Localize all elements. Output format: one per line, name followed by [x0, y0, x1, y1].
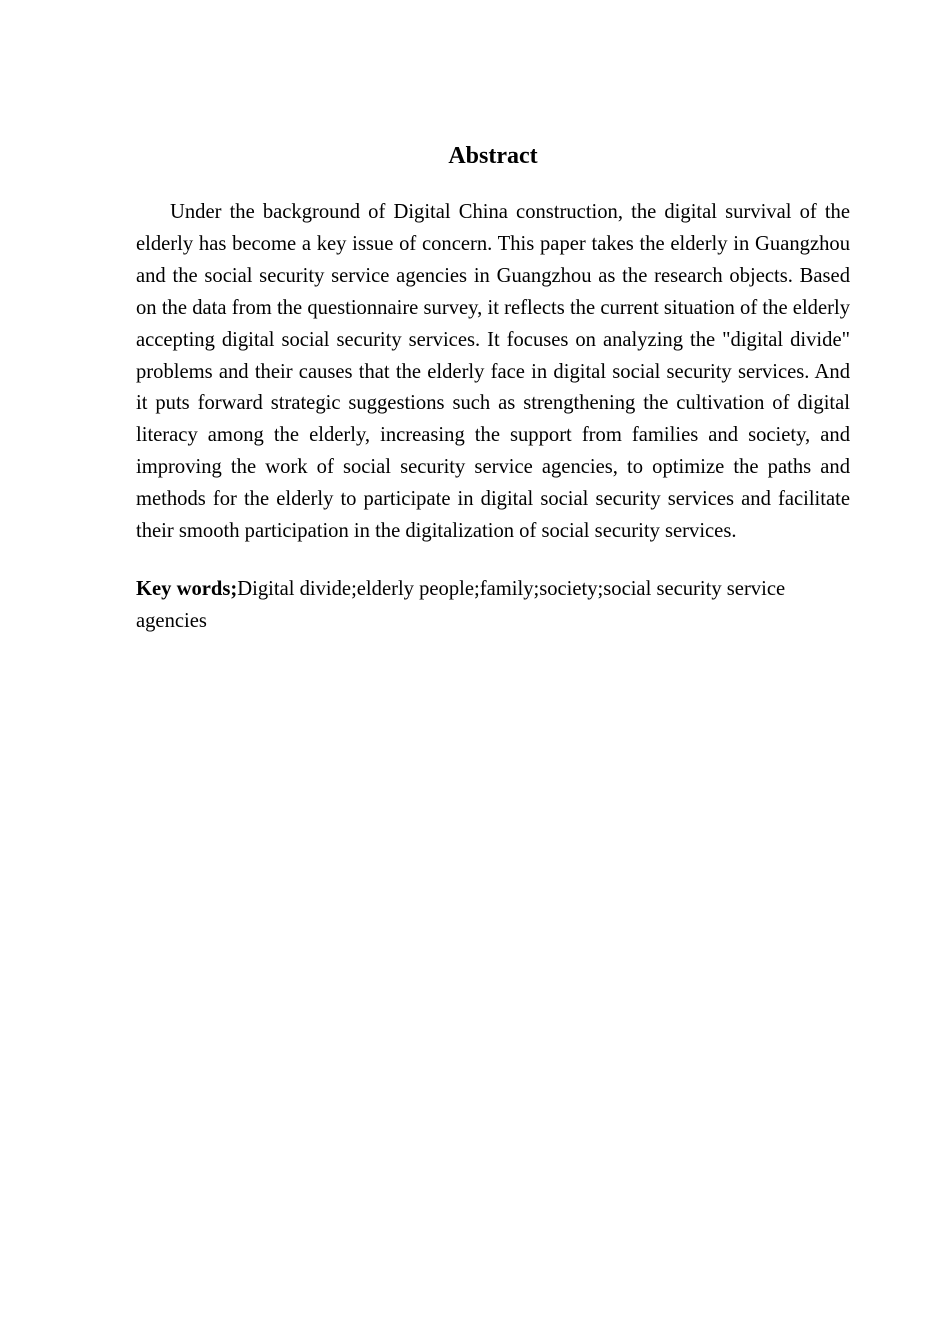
abstract-body: Under the background of Digital China construction, the digital survival of the elderly has become a key issue of concern. This paper takes the elderly in Guangzhou and the social security service agencies in Guangzhou as the research objects. Based on the data from the questionnaire survey, it reflects the current situation of the elderly accepting digital social security services. It focuses on analyzing the "digital divide" problems and their causes that the elderly face in digital social security services. And it puts forward strategic suggestions such as strengthening the cultivation of digital literacy among the elderly, increasing the support from families and society, and improving the work of social security service agencies, to optimize the paths and methods for the elderly to participate in digital social security services and facilitate their smooth participation in the digitalization of social security services.	[136, 201, 850, 543]
document-page	[136, 140, 850, 637]
abstract-title: Abstract	[448, 143, 538, 169]
keywords-label: Key words;	[136, 577, 238, 600]
keywords-paragraph	[136, 573, 850, 637]
keywords-text: Digital divide;elderly people;family;society;social security service agencies	[136, 577, 786, 632]
